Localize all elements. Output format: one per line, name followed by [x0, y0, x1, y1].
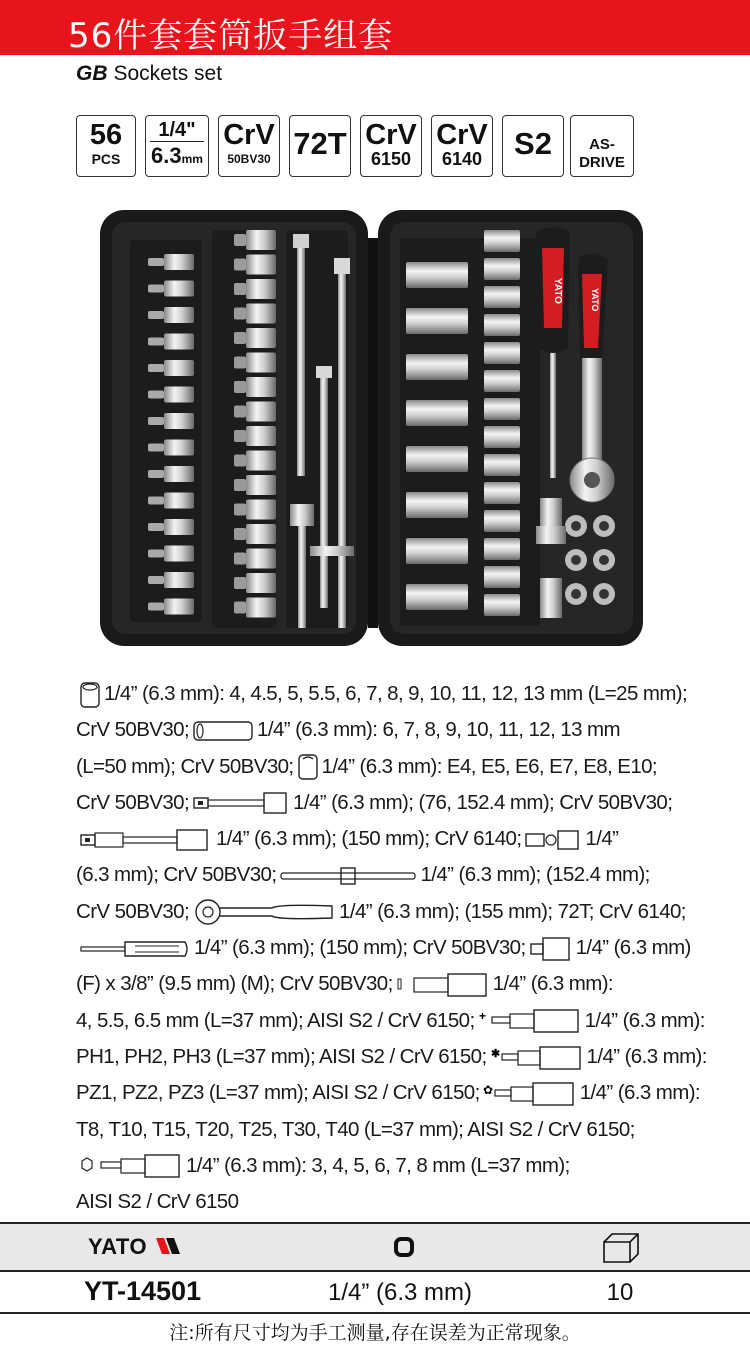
bit-holder — [164, 307, 194, 323]
short-socket — [484, 482, 520, 504]
screwdriver-brand: YATO — [552, 278, 563, 304]
bit-tip — [148, 258, 164, 266]
desc-l12a: PZ1, PZ2, PZ3 (L=37 mm); AISI S2 / CrV 6150; — [76, 1081, 480, 1105]
socket — [246, 500, 276, 520]
desc-l9b: 1/4” (6.3 mm): — [492, 972, 614, 996]
subtitle-prefix: GB — [76, 62, 108, 85]
table-row — [0, 1272, 750, 1314]
socket — [246, 353, 276, 373]
bit-tip — [148, 391, 164, 399]
yato-chevron-icon — [154, 1236, 182, 1256]
desc-l11b: 1/4” (6.3 mm): — [586, 1044, 707, 1068]
bit-tip — [234, 406, 246, 418]
deep-socket — [406, 400, 468, 426]
desc-l1: 1/4” (6.3 mm): 4, 4.5, 5, 5.5, 6, 7, 8, 9, 10, 11, 12, 13 mm (L=25 mm); — [104, 682, 688, 705]
short-socket-icon — [79, 681, 101, 709]
short-socket — [484, 286, 520, 308]
square-drive-icon — [392, 1235, 416, 1259]
torx-bit-icon — [483, 1081, 577, 1107]
badge-steel-50bv30 — [218, 115, 280, 177]
desc-line-15 — [76, 1184, 726, 1220]
deep-socket — [406, 538, 468, 564]
bit-holder — [164, 440, 194, 456]
bit-tip — [234, 234, 246, 246]
mini-socket-hole — [571, 589, 581, 599]
flex-extension-icon — [79, 828, 213, 852]
desc-l6a: (6.3 mm); CrV 50BV30; — [76, 863, 277, 887]
desc-l10b: 1/4” (6.3 mm): — [584, 1008, 705, 1032]
bit-holder — [164, 572, 194, 588]
deep-socket — [406, 262, 468, 288]
short-socket — [484, 230, 520, 252]
bit-holder — [164, 519, 194, 535]
bit-tip — [234, 455, 246, 467]
svg-text:✿: ✿ — [482, 1082, 493, 1097]
badge-drive-mm-value: 6.3 — [151, 143, 182, 168]
badge-bit-steel-value: S2 — [514, 126, 552, 161]
short-socket — [484, 398, 520, 420]
short-socket — [484, 342, 520, 364]
subtitle — [76, 62, 222, 86]
universal-joint-icon — [524, 828, 582, 852]
t-bar-icon — [279, 864, 417, 888]
socket — [246, 255, 276, 275]
desc-l8b: 1/4” (6.3 mm) — [575, 936, 691, 960]
mini-socket-hole — [599, 589, 609, 599]
badge-steel1: CrV — [223, 119, 275, 151]
product-photo — [100, 208, 645, 650]
desc-l2a: CrV 50BV30; — [76, 718, 190, 742]
deep-socket — [406, 446, 468, 472]
bit-holder — [164, 387, 194, 403]
drive-size: 1/4” (6.3 mm) — [327, 1279, 473, 1306]
socket — [246, 451, 276, 471]
screwdriver-icon — [79, 938, 191, 960]
bit-holder — [164, 334, 194, 350]
bit-tip — [234, 259, 246, 271]
badge-steel3-grade: 6140 — [441, 149, 483, 169]
badge-teeth-value: 72T — [293, 126, 347, 161]
desc-line-6 — [76, 857, 726, 893]
desc-line-3 — [76, 749, 726, 785]
svg-text:✱: ✱ — [490, 1047, 500, 1060]
bit-tip — [148, 311, 164, 319]
bit-tip — [234, 332, 246, 344]
socket — [246, 304, 276, 324]
bit-holder — [164, 546, 194, 562]
deep-socket — [406, 354, 468, 380]
desc-line-9 — [76, 966, 726, 1002]
adapter-icon — [529, 936, 573, 962]
badge-drive-inch: 1/4" — [150, 119, 204, 142]
socket — [246, 573, 276, 593]
desc-line-4 — [76, 785, 726, 821]
mini-socket-hole — [571, 555, 581, 565]
socket — [246, 279, 276, 299]
desc-l8a: 1/4” (6.3 mm); (150 mm); CrV 50BV30; — [194, 936, 526, 960]
socket — [246, 426, 276, 446]
bit-tip — [234, 283, 246, 295]
socket — [246, 377, 276, 397]
table-header — [0, 1222, 750, 1272]
desc-line-8 — [76, 930, 726, 966]
badge-pcs — [76, 115, 136, 177]
ratchet-brand: YATO — [590, 288, 600, 312]
ratchet-icon — [192, 898, 336, 926]
bit-holder — [164, 254, 194, 270]
badge-steel3: CrV — [436, 119, 488, 151]
bit-holder — [164, 281, 194, 297]
bit-tip — [234, 357, 246, 369]
title-bar — [0, 0, 750, 55]
short-socket — [484, 510, 520, 532]
desc-line-1 — [76, 676, 726, 712]
box-quantity-icon — [602, 1230, 640, 1264]
desc-line-13 — [76, 1112, 726, 1148]
mini-socket-hole — [599, 521, 609, 531]
badge-steel1-grade: 50BV30 — [227, 152, 271, 166]
badge-bit-steel — [502, 115, 564, 177]
pz-bit-icon — [490, 1045, 584, 1071]
socket — [246, 549, 276, 569]
bit-tip — [234, 577, 246, 589]
desc-l2b: 1/4” (6.3 mm): 6, 7, 8, 9, 10, 11, 12, 13 mm — [257, 718, 620, 742]
socket — [246, 475, 276, 495]
bit-tip — [234, 479, 246, 491]
desc-l3a: (L=50 mm); CrV 50BV30; — [76, 754, 294, 778]
desc-line-2 — [76, 712, 726, 748]
short-socket — [484, 426, 520, 448]
badge-drive-mm — [146, 142, 208, 173]
brand-logo-text: YATO — [88, 1234, 148, 1259]
badge-steel2-grade: 6150 — [370, 149, 412, 169]
deep-socket — [406, 584, 468, 610]
bit-holder — [164, 360, 194, 376]
e-socket-icon — [297, 753, 319, 781]
bit-tip — [148, 444, 164, 452]
svg-text:+: + — [478, 1009, 485, 1024]
desc-l9a: (F) x 3/8” (9.5 mm) (M); CrV 50BV30; — [76, 972, 393, 996]
badge-teeth — [289, 115, 351, 177]
desc-l7a: CrV 50BV30; — [76, 899, 190, 923]
deep-socket — [406, 492, 468, 518]
socket — [246, 230, 276, 250]
short-socket — [484, 454, 520, 476]
mini-socket-hole — [599, 555, 609, 565]
bit-tip — [148, 285, 164, 293]
badge-drive-mm-unit: mm — [181, 152, 203, 166]
socket — [246, 524, 276, 544]
desc-l5b: 1/4” — [585, 827, 619, 851]
short-socket — [484, 258, 520, 280]
desc-line-14 — [76, 1148, 726, 1184]
socket — [246, 402, 276, 422]
extension-bar-icon — [192, 791, 290, 815]
desc-l6b: 1/4” (6.3 mm); (152.4 mm); — [420, 863, 650, 887]
desc-line-5 — [76, 821, 726, 857]
bit-holder — [164, 599, 194, 615]
desc-line-11 — [76, 1039, 726, 1075]
bit-tip — [148, 497, 164, 505]
bit-tip — [148, 523, 164, 531]
bit-tip — [148, 470, 164, 478]
desc-l4b: 1/4” (6.3 mm); (76, 152.4 mm); CrV 50BV30; — [293, 790, 673, 814]
desc-l11a: PH1, PH2, PH3 (L=37 mm); AISI S2 / CrV 6150; — [76, 1044, 487, 1068]
short-socket — [484, 370, 520, 392]
badge-drive — [145, 115, 209, 177]
page-title: 56件套套筒扳手组套 — [68, 16, 394, 56]
product-code: YT-14501 — [84, 1276, 202, 1306]
socket — [246, 328, 276, 348]
bit-tip — [148, 603, 164, 611]
hex-key-bit-icon — [79, 1153, 183, 1179]
bit-tip — [234, 308, 246, 320]
mini-socket-hole — [571, 521, 581, 531]
bit-tip — [148, 417, 164, 425]
bit-tip — [234, 553, 246, 565]
bit-tip — [234, 381, 246, 393]
bit-tip — [148, 338, 164, 346]
deep-socket — [406, 308, 468, 334]
desc-l15: AISI S2 / CrV 6150 — [76, 1190, 239, 1214]
deep-socket-icon — [192, 719, 254, 743]
bit-tip — [148, 550, 164, 558]
footer-note: 注:所有尺寸均为手工测量,存在误差为正常现象。 — [169, 1322, 581, 1344]
hex-bit-icon — [396, 972, 490, 998]
bit-tip — [234, 504, 246, 516]
socket — [246, 598, 276, 618]
badge-pcs-label: PCS — [91, 151, 121, 167]
description — [76, 676, 726, 1220]
short-socket — [484, 538, 520, 560]
badge-steel2: CrV — [365, 119, 417, 151]
desc-l10a: 4, 5.5, 6.5 mm (L=37 mm); AISI S2 / CrV 6150; — [76, 1008, 475, 1032]
subtitle-text: Sockets set — [113, 62, 223, 85]
short-socket — [484, 566, 520, 588]
desc-l4a: CrV 50BV30; — [76, 790, 190, 814]
bit-holder — [164, 466, 194, 482]
desc-line-7 — [76, 894, 726, 930]
bit-tip — [234, 430, 246, 442]
badge-asdrive — [570, 115, 634, 177]
desc-l14b: 1/4” (6.3 mm): 3, 4, 5, 6, 7, 8 mm (L=37 mm); — [186, 1153, 570, 1177]
desc-line-10 — [76, 1003, 726, 1039]
bit-tip — [234, 602, 246, 614]
desc-line-12 — [76, 1075, 726, 1111]
bit-holder — [164, 413, 194, 429]
badge-asdrive-label: AS-DRIVE — [579, 136, 625, 171]
badge-pcs-value: 56 — [89, 119, 123, 151]
short-socket — [484, 594, 520, 616]
bit-tip — [148, 576, 164, 584]
desc-l5a: 1/4” (6.3 mm); (150 mm); CrV 6140; — [216, 827, 522, 851]
short-socket — [484, 314, 520, 336]
bit-holder — [164, 493, 194, 509]
ph-bit-icon — [478, 1008, 582, 1034]
badge-steel-6150 — [360, 115, 422, 177]
carton-quantity: 10 — [606, 1279, 634, 1306]
bit-tip — [234, 528, 246, 540]
desc-l7b: 1/4” (6.3 mm); (155 mm); 72T; CrV 6140; — [339, 899, 686, 923]
desc-l3b: 1/4” (6.3 mm): E4, E5, E6, E7, E8, E10; — [321, 754, 658, 778]
desc-l13: T8, T10, T15, T20, T25, T30, T40 (L=37 mm); AISI S2 / CrV 6150; — [76, 1117, 635, 1141]
brand-logo — [88, 1234, 182, 1260]
desc-l12b: 1/4” (6.3 mm): — [579, 1081, 701, 1105]
bit-tip — [148, 364, 164, 372]
badge-steel-6140 — [431, 115, 493, 177]
